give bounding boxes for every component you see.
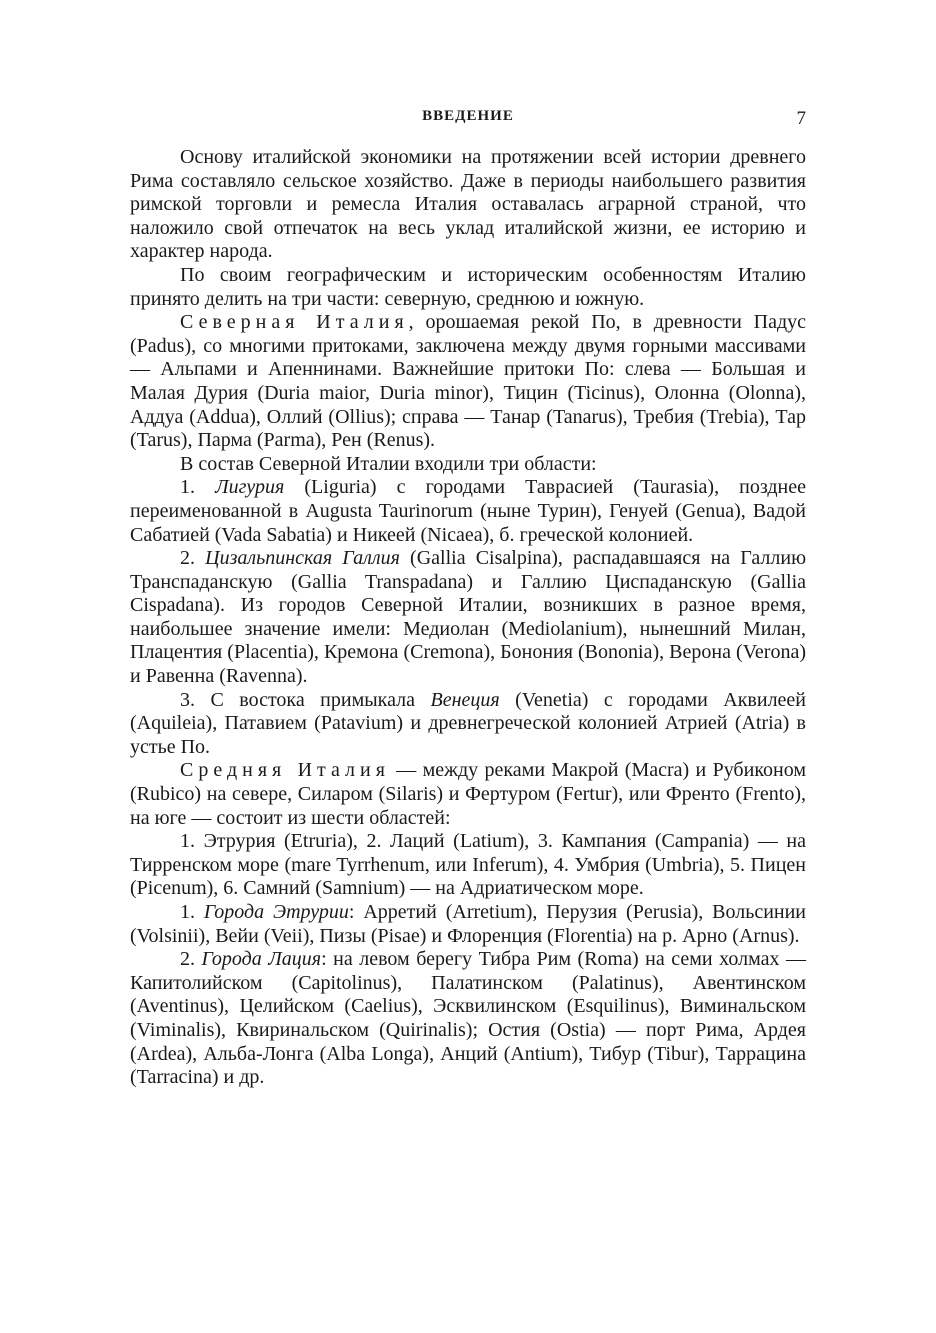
paragraph — [130, 453, 806, 477]
paragraph-prefix: 2. — [180, 547, 206, 570]
running-head-title: ВВЕДЕНИЕ — [422, 108, 514, 124]
region-heading: Северная Италия — [180, 311, 409, 334]
paragraph-prefix: 2. — [180, 948, 202, 971]
region-name: Города Этрурии — [203, 901, 349, 923]
paragraph-text: 1. Этрурия (Etruria), 2. Лаций (Latium), 3. Кампания (Campania) — на Тирренском море (mare Tyrrhenum, или Inferum), 4. Умбрия (Umbria), 5. Пицен (Picenum), 6. Самний (Samnium) — на Адриатическом море. — [130, 830, 806, 900]
paragraph-text: : на левом берегу Тибра Рим (Roma) на семи холмах — Капитолийском (Capitolinus), Палатинском (Palatinus), Авентинском (Aventinus), Целийском (Caelius), Эсквилинском (Esquilinus), Виминальском (Viminalis), Квиринальском (Quirinalis); Остия (Ostia) — порт Рима, Ардея (Ardea), Альба-Лонга (Alba Longa), Анций (Antium), Тибур (Tibur), Таррацина (Tarracina) и др. — [130, 948, 806, 1089]
paragraph-text: (Venetia) с городами Аквилеей (Aquileia), Патавием (Patavium) и древнегреческой колонией Атрией (Atria) в устье По. — [130, 688, 806, 758]
paragraph-text: В состав Северной Италии входили три области: — [180, 452, 597, 475]
paragraph-prefix: 1. — [180, 476, 216, 499]
paragraph — [130, 689, 806, 760]
running-head — [130, 108, 806, 138]
region-heading: Средняя Италия — [180, 759, 390, 782]
paragraph — [130, 146, 806, 264]
region-name: Венеция — [430, 688, 500, 711]
paragraph-prefix: 3. С востока примыкала — [180, 688, 431, 711]
paragraph — [130, 759, 806, 830]
paragraph — [130, 547, 806, 689]
body-text — [130, 146, 806, 1090]
paragraph — [130, 311, 806, 453]
page-number: 7 — [796, 108, 806, 129]
paragraph-text: (Liguria) с городами Таврасией (Taurasia), позднее переименованной в Augusta Taurinorum (ныне Турин), Генуей (Genua), Вадой Сабатией (Vada Sabatia) и Никеей (Nicaea), б. греческой колонией. — [130, 476, 807, 546]
region-name: Цизальпинская Галлия — [205, 547, 400, 570]
paragraph — [130, 948, 806, 1090]
paragraph-text: Основу италийской экономики на протяжении всей истории древнего Рима составляло сельское хозяйство. Даже в периоды наибольшего развития римской торговли и ремесла Италия оставалась аграрной страной, что наложило свой отпечаток на весь уклад италийской жизни, ее историю и характер народа. — [130, 146, 806, 263]
paragraph — [130, 830, 806, 901]
paragraph — [130, 264, 806, 311]
paragraph-text: (Gallia Cisalpina), распадавшаяся на Галлию Транспаданскую (Gallia Transpadana) и Галлию Циспаданскую (Gallia Cispadana). Из городов Северной Италии, возникших в разное время, наибольшее значение имели: Медиолан (Mediolanium), нынешний Милан, Плацентия (Placentia), Кремона (Cremona), Бонония (Bononia), Верона (Verona) и Равенна (Ravenna). — [130, 547, 807, 688]
paragraph — [130, 476, 806, 547]
paragraph-text: , орошаемая рекой По, в древности Падус (Padus), со многими притоками, заключена между двумя горными массивами — Альпами и Апеннинами. Важнейшие притоки По: слева — Большая и Малая Дурия (Duria maior, Duria minor), Тицин (Ticinus), Олонна (Olonna), Аддуа (Addua), Оллий (Ollius); справа — Танар (Tanarus), Требия (Trebia), Тар (Tarus), Парма (Parma), Рен (Renus). — [130, 311, 807, 452]
paragraph-text: По своим географическим и историческим особенностям Италию принято делить на три части: северную, среднюю и южную. — [130, 263, 806, 310]
region-name: Лигурия — [215, 476, 285, 499]
paragraph-prefix: 1. — [180, 901, 204, 923]
paragraph-text: : Арретий (Arretium), Перузия (Perusia), Вольсинии (Volsinii), Вейи (Veii), Пизы (Pisae) и Флоренция (Florentia) на р. Арно (Arnus). — [130, 901, 807, 947]
paragraph — [130, 901, 806, 948]
paragraph-text: — между реками Макрой (Macra) и Рубиконом (Rubico) на севере, Силаром (Silaris) и Фертуром (Fertur), или Френто (Frento), на юге — состоит из шести областей: — [130, 759, 806, 829]
region-name: Города Лация — [201, 948, 322, 971]
